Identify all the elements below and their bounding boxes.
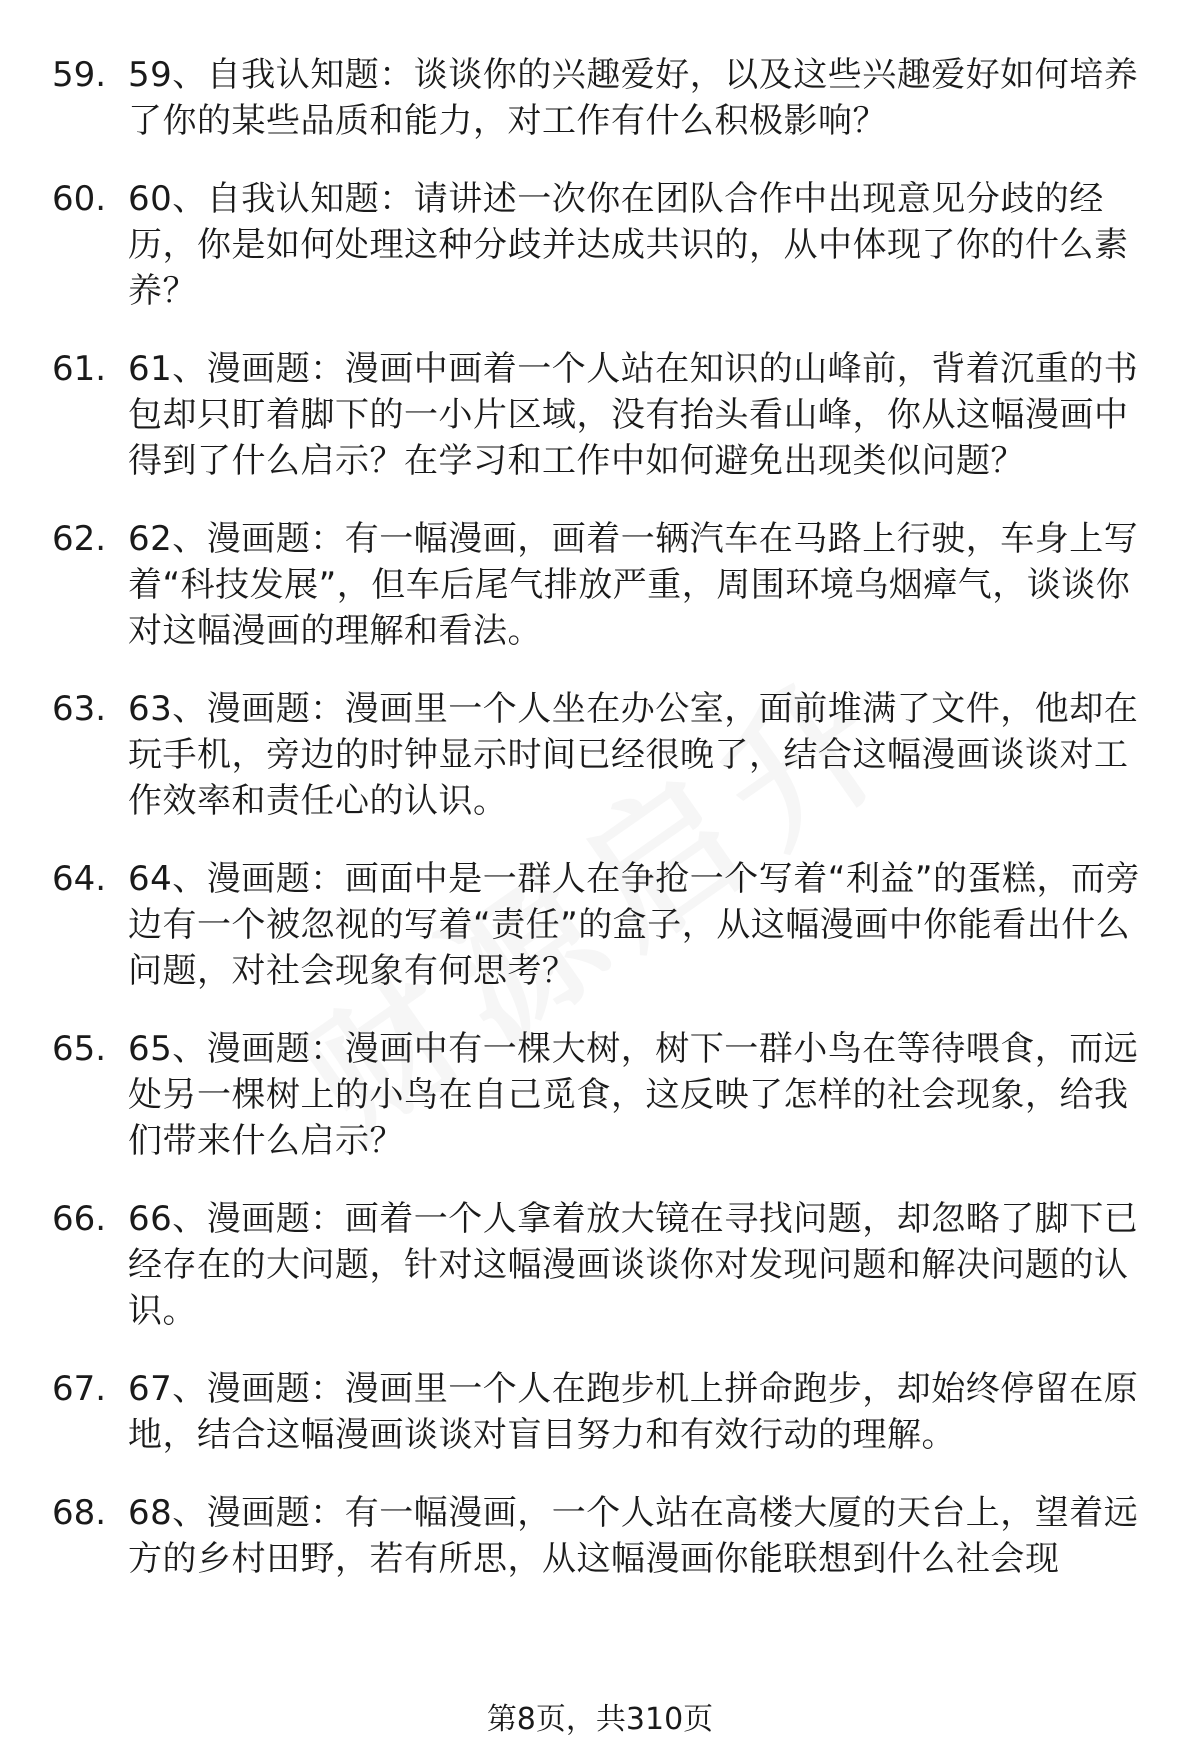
question-item: [52, 1490, 1152, 1582]
question-number: 65.: [52, 1029, 107, 1069]
question-item: [52, 1196, 1152, 1334]
question-text: 65、漫画题：漫画中有一棵大树，树下一群小鸟在等待喂食，而远处另一棵树上的小鸟在自己觅食，这反映了怎样的社会现象，给我们带来什么启示？: [128, 1029, 1139, 1161]
question-item: [52, 346, 1152, 484]
question-item: [52, 856, 1152, 994]
question-item: [52, 1366, 1152, 1458]
question-text: 61、漫画题：漫画中画着一个人站在知识的山峰前，背着沉重的书包却只盯着脚下的一小片区域，没有抬头看山峰，你从这幅漫画中得到了什么启示？在学习和工作中如何避免出现类似问题？: [128, 349, 1139, 481]
question-text: 62、漫画题：有一幅漫画，画着一辆汽车在马路上行驶，车身上写着“科技发展”，但车后尾气排放严重，周围环境乌烟瘴气，谈谈你对这幅漫画的理解和看法。: [128, 519, 1139, 651]
page-footer: 第8页，共310页: [486, 1702, 714, 1737]
question-number: 62.: [52, 519, 107, 559]
question-number: 64.: [52, 859, 107, 899]
question-item: [52, 516, 1152, 654]
question-number: 61.: [52, 349, 107, 389]
question-item: [52, 686, 1152, 824]
question-number: 67.: [52, 1369, 107, 1409]
question-number: 63.: [52, 689, 107, 729]
question-number: 68.: [52, 1493, 107, 1533]
question-text: 66、漫画题：画着一个人拿着放大镜在寻找问题，却忽略了脚下已经存在的大问题，针对这幅漫画谈谈你对发现问题和解决问题的认识。: [128, 1199, 1139, 1331]
question-number: 60.: [52, 179, 107, 219]
question-text: 63、漫画题：漫画里一个人坐在办公室，面前堆满了文件，他却在玩手机，旁边的时钟显示时间已经很晚了，结合这幅漫画谈谈对工作效率和责任心的认识。: [128, 689, 1139, 821]
question-item: [52, 176, 1152, 314]
question-number: 59.: [52, 55, 107, 95]
question-text: 60、自我认知题：请讲述一次你在团队合作中出现意见分歧的经历，你是如何处理这种分歧并达成共识的，从中体现了你的什么素养？: [128, 179, 1129, 311]
question-text: 67、漫画题：漫画里一个人在跑步机上拼命跑步，却始终停留在原地，结合这幅漫画谈谈对盲目努力和有效行动的理解。: [128, 1369, 1139, 1455]
question-text: 68、漫画题：有一幅漫画，一个人站在高楼大厦的天台上，望着远方的乡村田野，若有所思，从这幅漫画你能联想到什么社会现: [128, 1493, 1139, 1579]
question-number: 66.: [52, 1199, 107, 1239]
question-text: 59、自我认知题：谈谈你的兴趣爱好，以及这些兴趣爱好如何培养了你的某些品质和能力，对工作有什么积极影响？: [128, 55, 1139, 141]
question-text: 64、漫画题：画面中是一群人在争抢一个写着“利益”的蛋糕，而旁边有一个被忽视的写着“责任”的盒子，从这幅漫画中你能看出什么问题，对社会现象有何思考？: [128, 859, 1140, 991]
question-item: [52, 1026, 1152, 1164]
question-list: [52, 52, 1152, 1614]
question-item: [52, 52, 1152, 144]
